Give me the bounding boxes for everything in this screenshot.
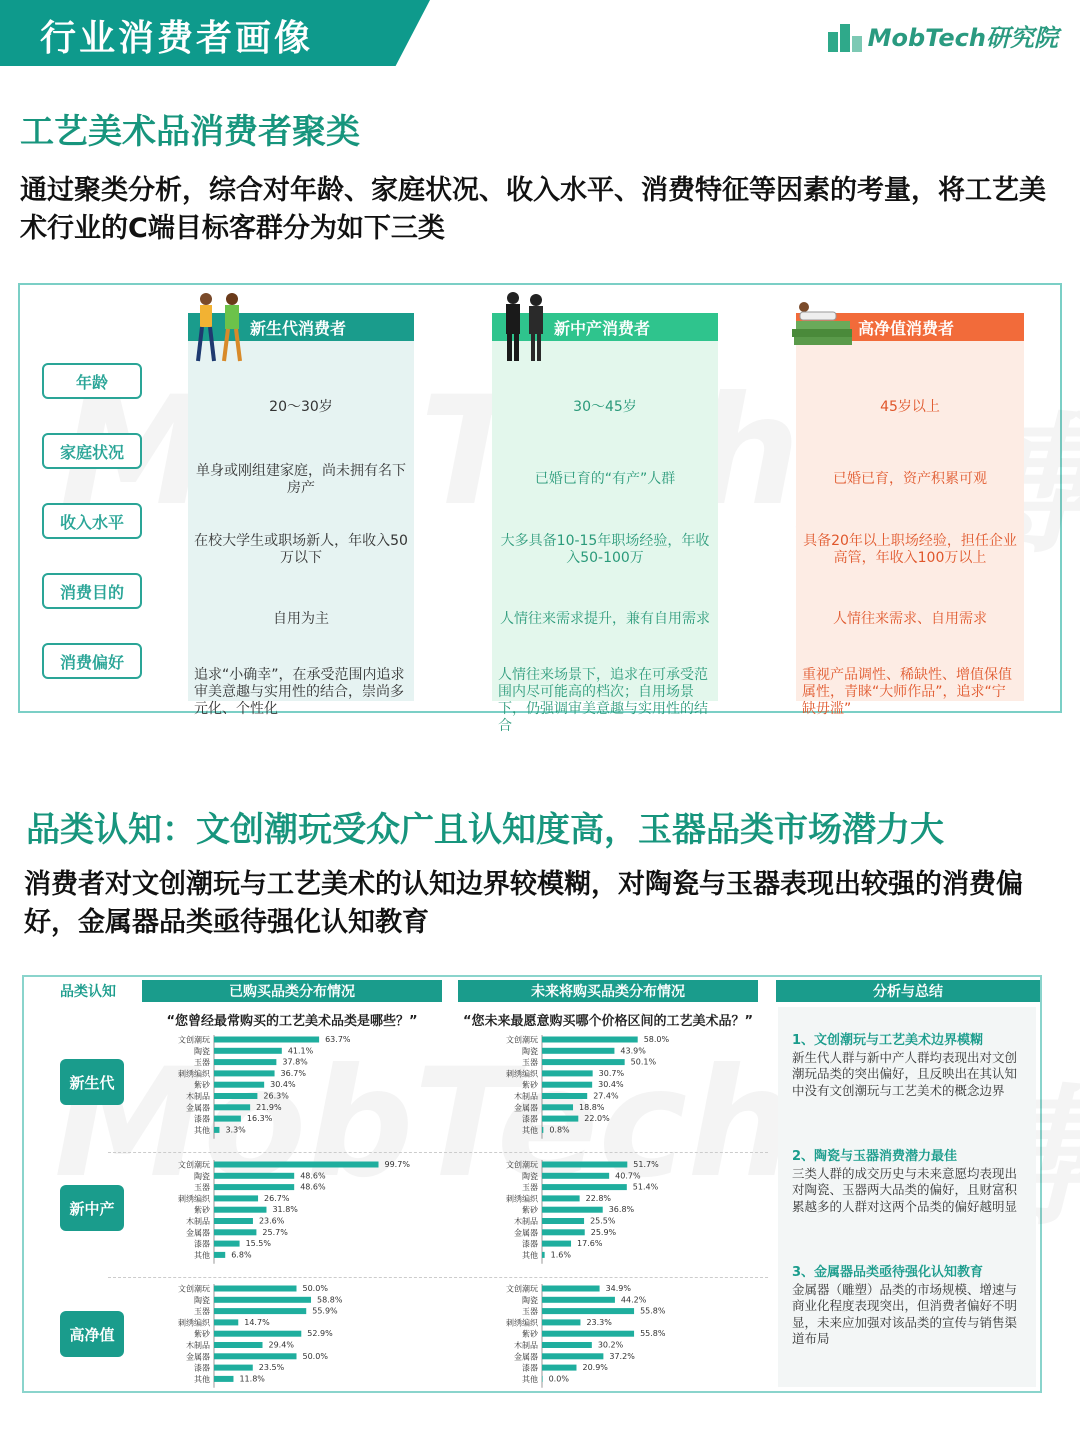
bar-charts: [24, 977, 774, 1392]
category-label: 紫砂: [522, 1080, 538, 1090]
category-label: 其他: [194, 1250, 210, 1260]
section1-desc: 通过聚类分析，综合对年龄、家庭状况、收入水平、消费特征等因素的考量，将工艺美术行业的C端目标客群分为如下三类: [20, 175, 1046, 244]
category-label: 其他: [194, 1125, 210, 1135]
value-label: 44.2%: [620, 1295, 647, 1305]
category-label: 漆器: [194, 1363, 210, 1373]
bar: [542, 1376, 543, 1382]
value-label: 52.9%: [307, 1329, 333, 1339]
bar: [542, 1308, 634, 1314]
value-label: 30.2%: [597, 1340, 624, 1350]
bar: [542, 1116, 578, 1122]
value-label: 55.9%: [312, 1306, 338, 1316]
bar: [542, 1082, 592, 1088]
value-label: 25.7%: [262, 1227, 288, 1237]
cell-purpose: 人情往来需求提升，兼有自用需求: [500, 611, 710, 627]
value-label: 50.1%: [630, 1057, 657, 1067]
category-label: 漆器: [194, 1114, 210, 1124]
category-label: 紫砂: [522, 1205, 538, 1215]
value-label: 36.8%: [608, 1205, 635, 1215]
summary-item-2: [792, 1149, 1026, 1215]
category-label: 金属器: [514, 1228, 538, 1238]
category-label: 文创潮玩: [506, 1160, 538, 1170]
group-high-net-worth: 高净值: [60, 1311, 124, 1357]
value-label: 55.8%: [640, 1329, 666, 1339]
bar: [542, 1162, 627, 1168]
column-body: [492, 341, 718, 734]
value-label: 50.0%: [302, 1351, 328, 1361]
bar: [214, 1286, 297, 1292]
column-new-middle-class: [492, 313, 718, 734]
business-people-icon: [500, 291, 550, 363]
value-label: 55.8%: [640, 1306, 666, 1316]
value-label: 36.7%: [280, 1068, 306, 1078]
value-label: 25.9%: [590, 1227, 617, 1237]
bar: [214, 1104, 250, 1110]
category-label: 刺绣编织: [178, 1069, 210, 1079]
side-label: 品类认知: [60, 984, 116, 1000]
bar: [214, 1376, 233, 1382]
category-label: 紫砂: [194, 1329, 210, 1339]
category-label: 其他: [194, 1374, 210, 1384]
cell-purpose: 人情往来需求、自用需求: [833, 611, 987, 627]
bar: [214, 1127, 219, 1133]
bar: [214, 1037, 319, 1043]
section1-title: 工艺美术品消费者聚类: [20, 112, 360, 152]
row-label-preference: 消费偏好: [42, 643, 142, 679]
summary-item-3: [792, 1265, 1026, 1348]
bar: [542, 1184, 627, 1190]
summary-title-2: 2、陶瓷与玉器消费潜力最佳: [792, 1149, 958, 1164]
bar: [542, 1353, 603, 1359]
value-label: 31.8%: [272, 1205, 298, 1215]
category-label: 玉器: [522, 1058, 538, 1068]
value-label: 23.3%: [586, 1317, 612, 1327]
value-label: 48.6%: [300, 1171, 326, 1181]
category-label: 玉器: [194, 1183, 210, 1193]
cell-income: 具备20年以上职场经验，担任企业高管，年收入100万以上: [803, 533, 1017, 566]
category-label: 刺绣编织: [178, 1318, 210, 1328]
value-label: 11.8%: [239, 1374, 265, 1384]
group-gen-z: 新生代: [60, 1059, 124, 1105]
bar: [214, 1308, 306, 1314]
category-label: 木制品: [186, 1217, 210, 1226]
summary-panel: [778, 1007, 1036, 1387]
bar: [214, 1297, 311, 1303]
bar: [214, 1218, 253, 1224]
category-label: 玉器: [194, 1058, 210, 1068]
value-label: 51.4%: [632, 1182, 659, 1192]
category-label: 文创潮玩: [506, 1284, 538, 1294]
value-label: 0.0%: [548, 1374, 569, 1384]
value-label: 0.8%: [549, 1125, 570, 1135]
row-label-income: 收入水平: [42, 503, 142, 539]
category-label: 漆器: [522, 1363, 538, 1373]
bar: [542, 1319, 580, 1325]
category-label: 刺绣编织: [506, 1069, 538, 1079]
bar: [214, 1319, 238, 1325]
cell-family: 已婚已育的“有产”人群: [534, 471, 676, 487]
category-label: 木制品: [514, 1217, 538, 1226]
category-label: 文创潮玩: [178, 1160, 210, 1170]
column-header: 新生代消费者: [188, 313, 414, 341]
cell-family: 单身或刚组建家庭，尚未拥有名下房产: [196, 463, 406, 496]
row-label-age: 年龄: [42, 363, 142, 399]
category-label: 玉器: [522, 1183, 538, 1193]
value-label: 30.4%: [270, 1080, 296, 1090]
summary-body-2: 三类人群的成交历史与未来意愿均表现出对陶瓷、玉器两大品类的偏好，且财富积累越多的人群对这两个品类的偏好越明显: [792, 1165, 1018, 1214]
bar: [214, 1207, 266, 1213]
summary-body-3: 金属器（雕塑）品类的市场规模、增速与商业化程度表现突出，但消费者偏好不明显，未来应加强对该品类的宣传与销售渠道布局: [792, 1281, 1018, 1346]
bar: [542, 1297, 615, 1303]
category-label: 金属器: [514, 1103, 538, 1113]
value-label: 37.8%: [282, 1057, 308, 1067]
value-label: 18.8%: [579, 1102, 605, 1112]
bar: [214, 1342, 263, 1348]
value-label: 30.7%: [598, 1068, 625, 1078]
value-label: 58.8%: [317, 1295, 343, 1305]
bar: [542, 1127, 543, 1133]
bar: [214, 1184, 294, 1190]
value-label: 20.9%: [582, 1363, 608, 1373]
summary-title-3: 3、金属器品类亟待强化认知教育: [792, 1265, 984, 1280]
bar: [542, 1207, 603, 1213]
cell-income: 大多具备10-15年职场经验，年收入50-100万: [500, 533, 710, 566]
value-label: 22.0%: [584, 1114, 610, 1124]
category-label: 其他: [522, 1374, 538, 1384]
value-label: 22.8%: [585, 1193, 612, 1203]
bar: [542, 1059, 625, 1065]
category-label: 陶瓷: [522, 1171, 538, 1181]
bar: [214, 1241, 240, 1247]
cell-preference: 追求“小确幸”，在承受范围内追求审美意趣与实用性的结合，崇尚多元化、个性化: [194, 667, 405, 717]
category-label: 其他: [522, 1250, 538, 1260]
bar: [214, 1162, 379, 1168]
value-label: 43.9%: [620, 1046, 646, 1056]
cell-preference: 人情往来场景下，追求在可承受范围内尽可能高的档次；自用场景下，仍强调审美意趣与实用性的结合: [498, 667, 708, 734]
value-label: 30.4%: [598, 1080, 624, 1090]
value-label: 1.6%: [550, 1250, 571, 1260]
column-body: [796, 341, 1024, 717]
category-label: 木制品: [514, 1092, 538, 1101]
value-label: 63.7%: [325, 1035, 351, 1044]
cluster-table: [18, 283, 1062, 734]
category-label: 漆器: [522, 1239, 538, 1249]
category-label: 木制品: [186, 1341, 210, 1350]
category-label: 漆器: [522, 1114, 538, 1124]
value-label: 26.7%: [264, 1193, 290, 1203]
category-label: 玉器: [194, 1307, 210, 1317]
value-label: 23.5%: [258, 1363, 285, 1373]
category-chart-area: [22, 975, 1042, 1393]
category-label: 陶瓷: [522, 1295, 538, 1305]
value-label: 48.6%: [300, 1182, 326, 1192]
value-label: 40.7%: [615, 1171, 641, 1181]
bar: [542, 1241, 571, 1247]
value-label: 21.9%: [256, 1102, 282, 1112]
category-label: 漆器: [194, 1239, 210, 1249]
value-label: 25.5%: [590, 1216, 616, 1226]
page-title: 行业消费者画像: [40, 18, 314, 59]
bar: [214, 1070, 275, 1076]
bar: [542, 1070, 593, 1076]
value-label: 27.4%: [593, 1091, 619, 1101]
bar: [542, 1286, 600, 1292]
value-label: 41.1%: [287, 1046, 314, 1056]
summary-title-1: 1、文创潮玩与工艺美术边界模糊: [792, 1033, 984, 1048]
column-high-net-worth: [796, 313, 1024, 717]
category-label: 紫砂: [194, 1080, 210, 1090]
value-label: 50.0%: [302, 1284, 328, 1293]
category-label: 金属器: [186, 1228, 210, 1238]
category-label: 金属器: [186, 1352, 210, 1362]
category-label: 刺绣编织: [506, 1194, 538, 1204]
summary-header: 分析与总结: [776, 980, 1040, 1002]
summary-body-1: 新生代人群与新中产人群均表现出对文创潮玩品类的突出偏好，且反映出在其认知中没有文创潮玩与工艺美术的概念边界: [792, 1049, 1018, 1098]
summary-item-1: [792, 1033, 1026, 1099]
bar: [214, 1093, 257, 1099]
category-label: 陶瓷: [522, 1046, 538, 1056]
bar: [542, 1173, 609, 1179]
value-label: 37.2%: [609, 1351, 635, 1361]
value-label: 58.0%: [643, 1035, 670, 1044]
future-header: 未来将购买品类分布情况: [458, 980, 758, 1002]
cell-age: 20～30岁: [269, 399, 333, 415]
bar: [214, 1059, 276, 1065]
cell-purpose: 自用为主: [273, 611, 329, 627]
value-label: 6.8%: [231, 1250, 252, 1260]
value-label: 23.6%: [258, 1216, 285, 1226]
section2-title: 品类认知：文创潮玩受众广且认知度高，玉器品类市场潜力大: [26, 810, 944, 850]
future-question: “您未来最愿意购买哪个价格区间的工艺美术品？”: [462, 1014, 754, 1029]
bar: [542, 1218, 584, 1224]
category-label: 刺绣编织: [506, 1318, 538, 1328]
logo: [828, 18, 1058, 53]
cell-age: 45岁以上: [880, 399, 940, 415]
bar: [542, 1104, 573, 1110]
category-label: 陶瓷: [194, 1046, 210, 1056]
bar: [542, 1229, 585, 1235]
cell-income: 在校大学生或职场新人，年收入50万以下: [194, 533, 408, 566]
value-label: 14.7%: [244, 1317, 270, 1327]
category-label: 陶瓷: [194, 1295, 210, 1305]
purchased-header: 已购买品类分布情况: [142, 980, 442, 1002]
value-label: 29.4%: [268, 1340, 294, 1350]
bar: [214, 1173, 294, 1179]
category-label: 金属器: [514, 1352, 538, 1362]
category-label: 文创潮玩: [178, 1284, 210, 1294]
bar: [214, 1252, 225, 1258]
bar: [542, 1195, 580, 1201]
column-header: 高净值消费者: [796, 313, 1024, 341]
bar: [214, 1365, 253, 1371]
section2-desc: 消费者对文创潮玩与工艺美术的认知边界较模糊，对陶瓷与玉器表现出较强的消费偏好，金属器品类亟待强化认知教育: [24, 869, 1023, 938]
row-label-family: 家庭状况: [42, 433, 142, 469]
category-label: 陶瓷: [194, 1171, 210, 1181]
column-header: 新中产消费者: [492, 313, 718, 341]
bar: [214, 1353, 297, 1359]
value-label: 15.5%: [245, 1239, 271, 1249]
logo-text: MobTech研究院: [867, 24, 1058, 52]
category-label: 玉器: [522, 1307, 538, 1317]
bar: [542, 1252, 545, 1258]
bar: [214, 1195, 258, 1201]
value-label: 51.7%: [633, 1160, 659, 1169]
money-stack-icon: [790, 299, 856, 351]
bar: [214, 1048, 282, 1054]
category-label: 金属器: [186, 1103, 210, 1113]
category-label: 文创潮玩: [178, 1035, 210, 1045]
bar: [214, 1229, 256, 1235]
bar: [542, 1331, 634, 1337]
logo-icon: [828, 20, 864, 52]
value-label: 16.3%: [246, 1114, 273, 1124]
cell-family: 已婚已育，资产积累可观: [833, 471, 987, 487]
value-label: 34.9%: [605, 1284, 632, 1293]
bar: [214, 1082, 264, 1088]
category-label: 紫砂: [194, 1205, 210, 1215]
category-label: 刺绣编织: [178, 1194, 210, 1204]
bar: [542, 1037, 638, 1043]
purchased-question: “您曾经最常购买的工艺美术品类是哪些？”: [166, 1014, 418, 1029]
row-label-purpose: 消费目的: [42, 573, 142, 609]
category-label: 木制品: [514, 1341, 538, 1350]
young-people-icon: [192, 291, 250, 363]
cell-age: 30～45岁: [573, 399, 637, 415]
cell-preference: 重视产品调性、稀缺性、增值保值属性，青睐“大师作品”，追求“宁缺毋滥”: [802, 667, 1012, 717]
category-label: 木制品: [186, 1092, 210, 1101]
column-body: [188, 341, 414, 717]
value-label: 26.3%: [263, 1091, 289, 1101]
category-label: 紫砂: [522, 1329, 538, 1339]
value-label: 99.7%: [384, 1160, 410, 1169]
group-new-middle: 新中产: [60, 1185, 124, 1231]
category-label: 文创潮玩: [506, 1035, 538, 1045]
category-label: 其他: [522, 1125, 538, 1135]
column-gen-z: [188, 313, 414, 717]
bar: [214, 1331, 301, 1337]
bar: [542, 1093, 587, 1099]
bar: [542, 1342, 592, 1348]
value-label: 3.3%: [225, 1125, 246, 1135]
bar: [214, 1116, 241, 1122]
value-label: 17.6%: [577, 1239, 603, 1249]
bar: [542, 1365, 576, 1371]
bar: [542, 1048, 614, 1054]
